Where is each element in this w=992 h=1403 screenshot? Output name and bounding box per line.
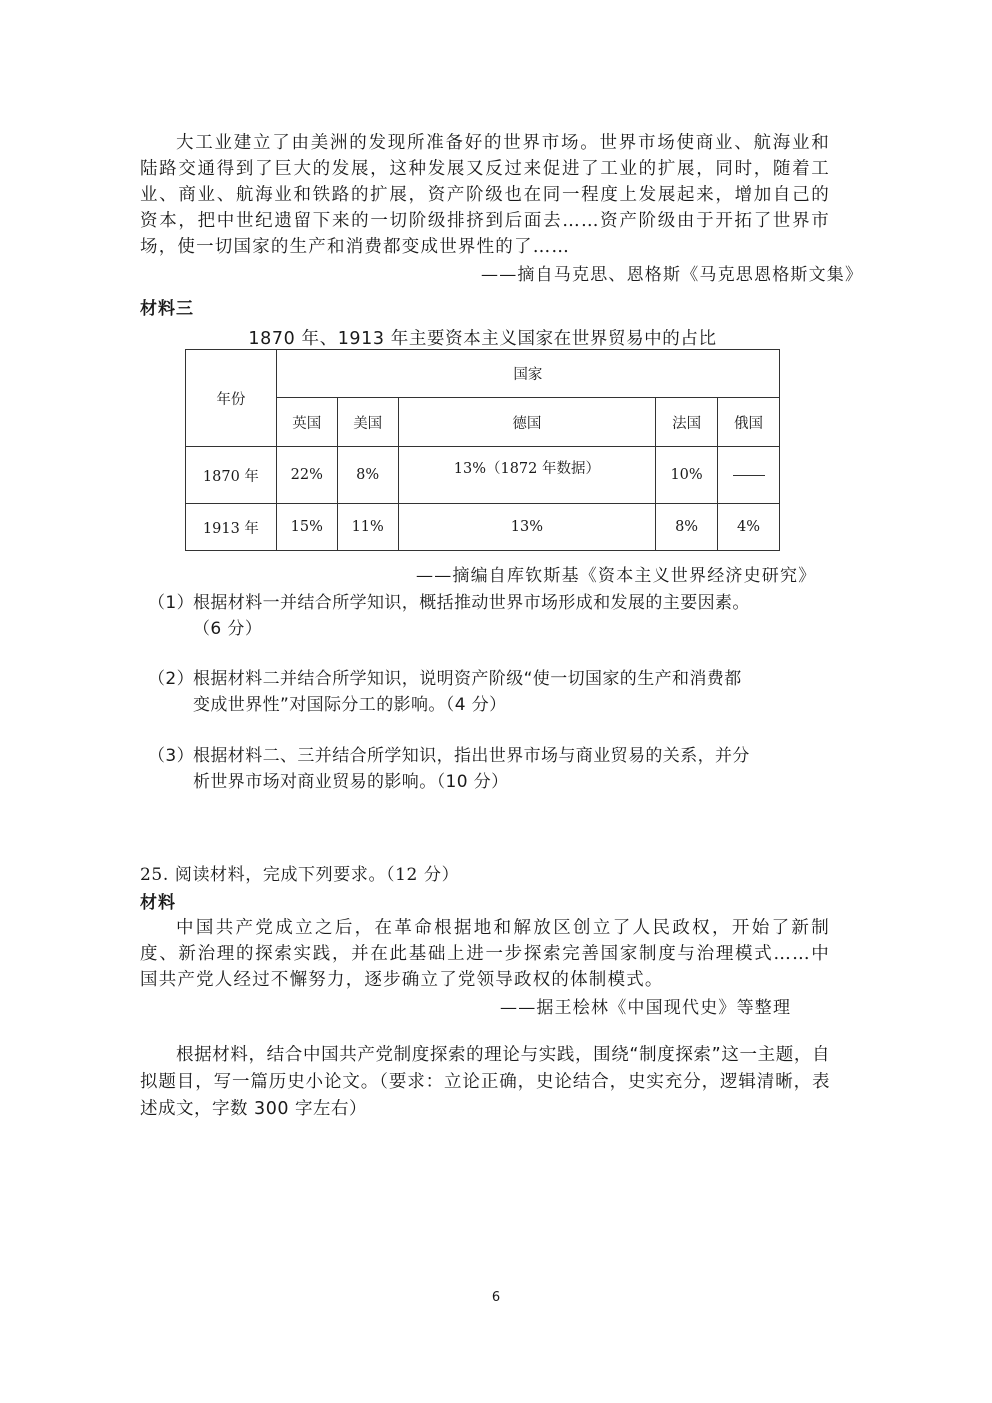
- header-year: 年份: [186, 350, 277, 447]
- question-2-number: （2）: [148, 669, 195, 689]
- cell-1870-us: 8%: [337, 447, 398, 504]
- cell-1870-ru: [718, 447, 780, 504]
- question-2-line1: 根据材料二并结合所学知识，说明资产阶级“使一切国家的生产和消费都: [193, 669, 742, 689]
- question-1-number: （1）: [148, 593, 195, 613]
- cell-1870-fr: 10%: [656, 447, 718, 504]
- material2-passage: 大工业建立了由美洲的发现所准备好的世界市场。世界市场使商业、航海业和陆路交通得到了巨大的发展，这种发展又反过来促进了工业的扩展，同时，随着工业、商业、航海业和铁路的扩展，资产阶级也在同一程度上发展起来，增加自己的资本，把中世纪遗留下来的一切阶级排挤到后面去……资产阶级由于开拓了世界市场，使一切国家的生产和消费都变成世界性的了……: [140, 133, 830, 257]
- question-1-line2: （6 分）: [193, 619, 263, 639]
- material3-label: 材料三: [140, 299, 194, 319]
- row-year-1913: 1913 年: [186, 504, 277, 551]
- question-3-number: （3）: [148, 746, 195, 766]
- header-country-de: 德国: [398, 398, 655, 447]
- header-country: 国家: [276, 350, 779, 398]
- q25-heading: 25. 阅读材料，完成下列要求。（12 分）: [140, 865, 460, 885]
- cell-1870-uk: 22%: [276, 447, 337, 504]
- q25-source: ——据王桧林《中国现代史》等整理: [500, 998, 792, 1018]
- question-3-line1: 根据材料二、三并结合所学知识，指出世界市场与商业贸易的关系，并分: [193, 746, 750, 766]
- material3-source: ——摘编自库钦斯基《资本主义世界经济史研究》: [416, 566, 817, 586]
- question-1: [148, 590, 828, 642]
- cell-1913-us: 11%: [337, 504, 398, 551]
- cell-1913-uk: 15%: [276, 504, 337, 551]
- cell-1913-fr: 8%: [656, 504, 718, 551]
- page-number: 6: [491, 1290, 501, 1305]
- trade-share-table: [185, 349, 780, 551]
- q25-task: 根据材料，结合中国共产党制度探索的理论与实践，围绕“制度探索”这一主题，自拟题目，写一篇历史小论文。（要求：立论正确，史论结合，史实充分，逻辑清晰，表述成文，字数 300 字左右）: [140, 1045, 830, 1119]
- question-1-line1: 根据材料一并结合所学知识，概括推动世界市场形成和发展的主要因素。: [193, 593, 750, 613]
- cell-1913-de: 13%: [398, 504, 655, 551]
- q25-material-label: 材料: [140, 893, 176, 913]
- question-3: [148, 743, 828, 795]
- header-country-fr: 法国: [656, 398, 718, 447]
- header-country-ru: 俄国: [718, 398, 780, 447]
- question-3-line2: 析世界市场对商业贸易的影响。（10 分）: [193, 772, 509, 792]
- cell-1913-ru: 4%: [718, 504, 780, 551]
- row-year-1870: 1870 年: [186, 447, 277, 504]
- question-2: [148, 666, 828, 718]
- material2-source: ——摘自马克思、恩格斯《马克思恩格斯文集》: [481, 265, 864, 285]
- header-country-us: 美国: [337, 398, 398, 447]
- cell-1870-de: 13%（1872 年数据）: [398, 447, 655, 504]
- q25-passage: 中国共产党成立之后，在革命根据地和解放区创立了人民政权，开始了新制度、新治理的探索实践，并在此基础上进一步探索完善国家制度与治理模式……中国共产党人经过不懈努力，逐步确立了党领导政权的体制模式。: [140, 918, 830, 990]
- header-country-uk: 英国: [276, 398, 337, 447]
- dash-mark: [733, 475, 765, 476]
- question-2-line2: 变成世界性”对国际分工的影响。（4 分）: [193, 695, 507, 715]
- table-title: 1870 年、1913 年主要资本主义国家在世界贸易中的占比: [248, 329, 717, 349]
